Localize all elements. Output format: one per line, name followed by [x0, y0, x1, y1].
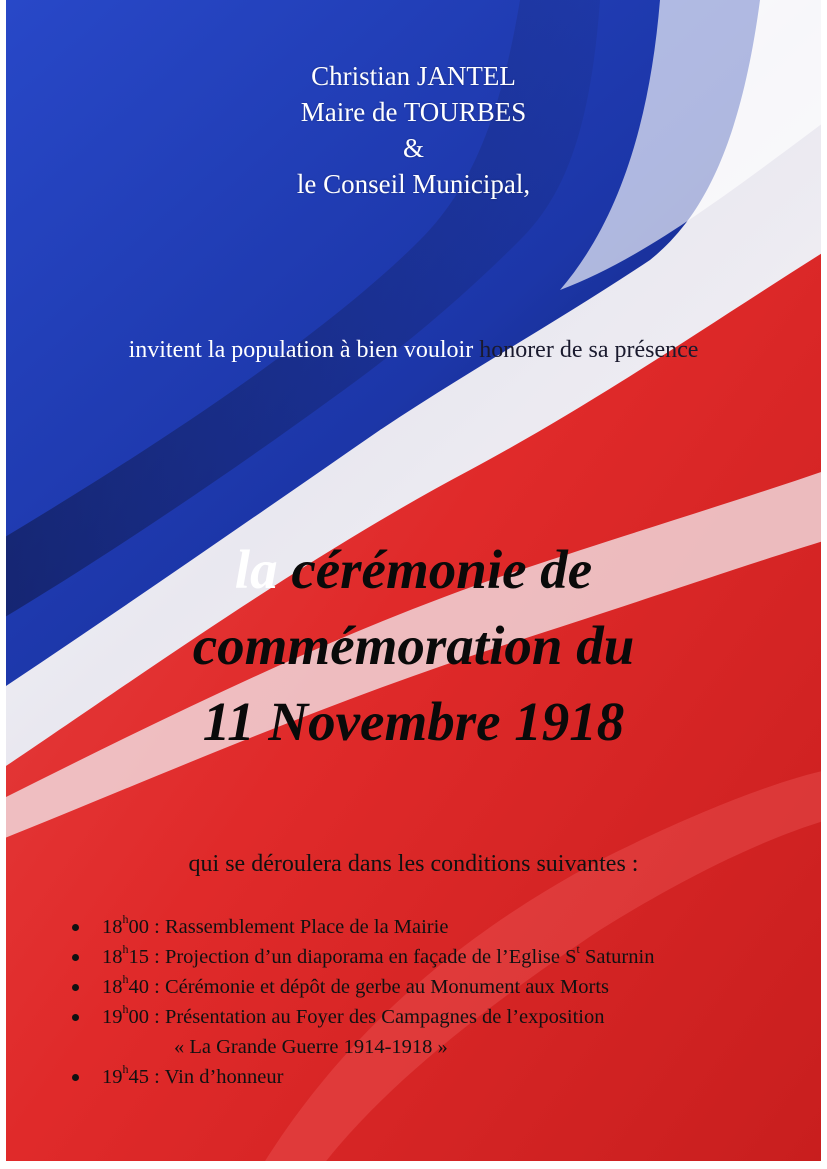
ceremony-title: [0, 532, 827, 760]
host-title: Maire de TOURBES: [300, 97, 527, 127]
schedule-item: [70, 1002, 810, 1062]
schedule-hour: 18: [102, 916, 123, 938]
host-ampersand: &: [402, 133, 424, 163]
schedule-minutes: 15: [128, 946, 149, 968]
schedule-list: [70, 912, 810, 1092]
schedule-hour: 18: [102, 976, 123, 998]
schedule-continuation: « La Grande Guerre 1914-1918 »: [174, 1036, 448, 1058]
schedule-hour-suffix: h: [122, 1062, 129, 1077]
schedule-text: : Cérémonie et dépôt de gerbe au Monument aux Morts: [149, 976, 609, 998]
schedule-hour: 19: [102, 1066, 123, 1088]
host-block: [0, 58, 827, 202]
schedule-hour: 19: [102, 1006, 123, 1028]
title-line-1: [0, 532, 827, 608]
bullet-icon: [72, 1014, 79, 1021]
schedule-text-after: Saturnin: [579, 946, 655, 968]
schedule-hour: 18: [102, 946, 123, 968]
bullet-icon: [72, 1074, 79, 1081]
schedule-hour-suffix: h: [122, 1002, 129, 1017]
title-line-2: commémoration du: [192, 615, 635, 676]
schedule-text: : Projection d’un diaporama en façade de l’Eglise S: [149, 946, 577, 968]
bullet-icon: [72, 924, 79, 931]
host-council: le Conseil Municipal,: [296, 169, 531, 199]
title-word-ceremonie: cérémonie de: [277, 539, 593, 600]
frame-bottom: [0, 1161, 827, 1169]
schedule-hour-suffix: h: [122, 942, 129, 957]
schedule-item: [70, 942, 810, 972]
invitation-text-part1: invitent la population à bien vouloir: [128, 337, 480, 363]
invitation-line: [0, 334, 827, 366]
bullet-icon: [72, 984, 79, 991]
schedule-minutes: 45: [128, 1066, 149, 1088]
schedule-text: : Vin d’honneur: [149, 1066, 284, 1088]
schedule-hour-suffix: h: [122, 912, 129, 927]
schedule-item: [70, 912, 810, 942]
schedule-text-superscript: t: [576, 942, 580, 957]
schedule-text: : Rassemblement Place de la Mairie: [149, 916, 449, 938]
bullet-icon: [72, 954, 79, 961]
schedule-hour-suffix: h: [122, 972, 129, 987]
schedule-item: [70, 972, 810, 1002]
conditions-line: qui se déroulera dans les conditions suivantes :: [188, 851, 639, 877]
schedule-minutes: 00: [128, 1006, 149, 1028]
title-word-la: la: [234, 539, 278, 600]
schedule-text: : Présentation au Foyer des Campagnes de l’exposition: [149, 1006, 605, 1028]
host-name: Christian JANTEL: [311, 61, 516, 91]
title-line-3: 11 Novembre 1918: [202, 691, 625, 752]
schedule-minutes: 40: [128, 976, 149, 998]
schedule-minutes: 00: [128, 916, 149, 938]
invitation-text-part2: honorer de sa présence: [479, 337, 699, 363]
schedule-item: [70, 1062, 810, 1092]
